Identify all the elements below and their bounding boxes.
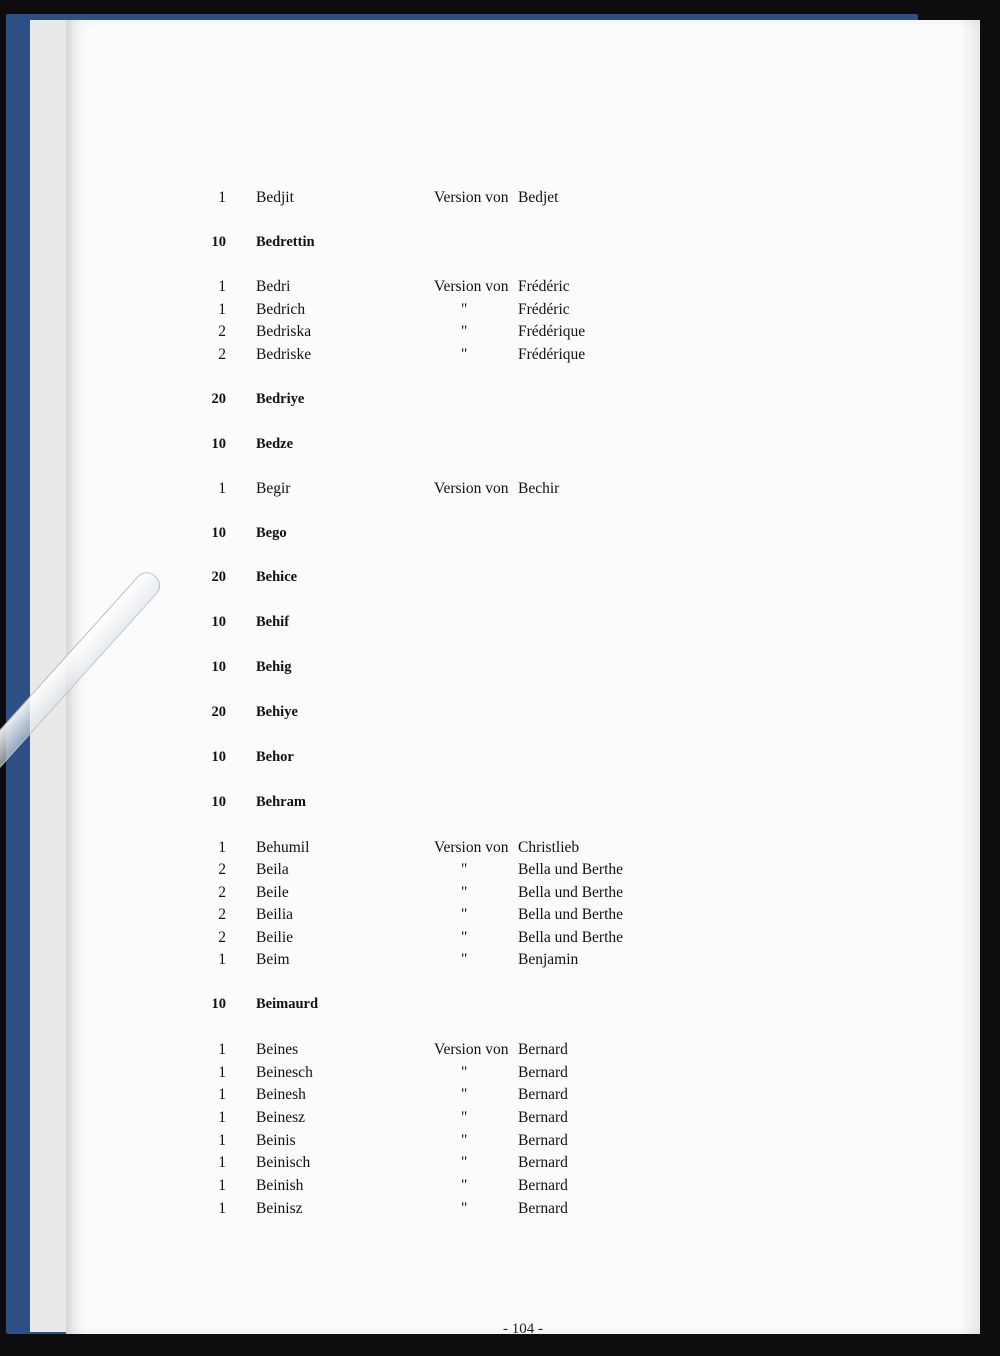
entry-ditto-mark: " <box>461 951 468 968</box>
entry-count: 1 <box>218 1132 226 1149</box>
list-item <box>0 525 914 547</box>
entry-target: Frédérique <box>518 346 586 363</box>
entry-name: Beinesh <box>256 1086 306 1103</box>
entry-name: Beilia <box>256 906 294 923</box>
entry-target: Bella und Berthe <box>518 861 624 878</box>
entry-target: Bernard <box>518 1064 568 1081</box>
list-item <box>0 884 914 906</box>
name-list <box>66 20 980 1334</box>
entry-name: Bedriye <box>256 391 305 407</box>
entry-count: 1 <box>218 951 226 968</box>
entry-name: Beinis <box>256 1132 296 1149</box>
entry-name: Bego <box>256 525 287 541</box>
entry-target: Bernard <box>518 1200 568 1217</box>
entry-target: Bella und Berthe <box>518 884 624 901</box>
entry-count: 10 <box>211 996 226 1012</box>
entry-target: Bernard <box>518 1041 568 1058</box>
entry-target: Bechir <box>518 480 560 497</box>
entry-name: Bedrich <box>256 301 306 318</box>
entry-name: Beinisch <box>256 1154 311 1171</box>
entry-count: 1 <box>218 1041 226 1058</box>
entry-ditto-mark: " <box>461 301 468 318</box>
list-item <box>0 323 914 345</box>
entry-count: 10 <box>211 234 226 250</box>
entry-name: Behram <box>256 794 306 810</box>
list-item <box>0 1177 914 1199</box>
entry-count: 10 <box>211 436 226 452</box>
list-item <box>0 1154 914 1176</box>
entry-count: 2 <box>218 906 226 923</box>
entry-ditto-mark: " <box>461 1154 468 1171</box>
entry-target: Bernard <box>518 1086 568 1103</box>
entry-count: 10 <box>211 794 226 810</box>
entry-relation: Version von <box>434 1041 509 1058</box>
entry-name: Beimaurd <box>256 996 319 1012</box>
entry-count: 2 <box>218 323 226 340</box>
entry-name: Behumil <box>256 839 310 856</box>
entry-count: 1 <box>218 1177 226 1194</box>
entry-relation: Version von <box>434 189 509 206</box>
entry-name: Behiye <box>256 704 298 720</box>
entry-name: Beines <box>256 1041 299 1058</box>
entry-target: Bella und Berthe <box>518 929 624 946</box>
list-item <box>0 301 914 323</box>
list-item <box>0 346 914 368</box>
entry-count: 1 <box>218 1154 226 1171</box>
entry-target: Bernard <box>518 1177 568 1194</box>
list-item <box>0 996 914 1018</box>
entry-name: Bedriske <box>256 346 312 363</box>
entry-name: Bedjit <box>256 189 294 206</box>
list-item <box>0 1132 914 1154</box>
entry-ditto-mark: " <box>461 1064 468 1081</box>
list-item <box>0 704 914 726</box>
list-item <box>0 480 914 502</box>
entry-name: Behor <box>256 749 294 765</box>
entry-count: 10 <box>211 614 226 630</box>
entry-name: Beinish <box>256 1177 304 1194</box>
list-item <box>0 234 914 256</box>
entry-count: 2 <box>218 861 226 878</box>
book-page <box>66 20 980 1337</box>
entry-target: Frédéric <box>518 278 570 295</box>
entry-name: Beinesz <box>256 1109 306 1126</box>
entry-count: 1 <box>218 839 226 856</box>
entry-target: Frédéric <box>518 301 570 318</box>
entry-target: Bella und Berthe <box>518 906 624 923</box>
entry-count: 1 <box>218 1064 226 1081</box>
entry-target: Christlieb <box>518 839 580 856</box>
entry-count: 1 <box>218 1086 226 1103</box>
entry-count: 10 <box>211 659 226 675</box>
entry-target: Bernard <box>518 1154 568 1171</box>
entry-ditto-mark: " <box>461 884 468 901</box>
entry-ditto-mark: " <box>461 1086 468 1103</box>
list-item <box>0 391 914 413</box>
entry-name: Behice <box>256 569 298 585</box>
entry-count: 2 <box>218 884 226 901</box>
list-item <box>0 906 914 928</box>
entry-name: Beilie <box>256 929 294 946</box>
entry-target: Bedjet <box>518 189 559 206</box>
entry-count: 1 <box>218 301 226 318</box>
entry-name: Beile <box>256 884 289 901</box>
entry-name: Bedri <box>256 278 291 295</box>
list-item <box>0 189 914 211</box>
entry-target: Frédérique <box>518 323 586 340</box>
entry-name: Bedriska <box>256 323 312 340</box>
entry-name: Bedze <box>256 436 294 452</box>
entry-count: 20 <box>211 704 226 720</box>
entry-ditto-mark: " <box>461 929 468 946</box>
entry-count: 20 <box>211 391 226 407</box>
entry-count: 2 <box>218 346 226 363</box>
list-item <box>0 1109 914 1131</box>
entry-name: Beim <box>256 951 290 968</box>
list-item <box>0 278 914 300</box>
entry-count: 2 <box>218 929 226 946</box>
list-item <box>0 1086 914 1108</box>
entry-ditto-mark: " <box>461 906 468 923</box>
entry-count: 10 <box>211 525 226 541</box>
page-number: - 104 - <box>503 1321 543 1337</box>
list-item <box>0 929 914 951</box>
entry-name: Behif <box>256 614 290 630</box>
entry-target: Bernard <box>518 1109 568 1126</box>
entry-ditto-mark: " <box>461 1109 468 1126</box>
entry-count: 1 <box>218 480 226 497</box>
list-item <box>0 1064 914 1086</box>
entry-count: 1 <box>218 1109 226 1126</box>
entry-count: 10 <box>211 749 226 765</box>
list-item <box>0 749 914 771</box>
entry-relation: Version von <box>434 480 509 497</box>
list-item <box>0 1041 914 1063</box>
entry-ditto-mark: " <box>461 1200 468 1217</box>
list-item <box>0 861 914 883</box>
entry-ditto-mark: " <box>461 323 468 340</box>
entry-ditto-mark: " <box>461 1132 468 1149</box>
list-item <box>0 1200 914 1222</box>
entry-name: Beila <box>256 861 289 878</box>
list-item <box>0 839 914 861</box>
entry-count: 20 <box>211 569 226 585</box>
entry-relation: Version von <box>434 839 509 856</box>
entry-name: Begir <box>256 480 291 497</box>
entry-name: Beinesch <box>256 1064 313 1081</box>
entry-count: 1 <box>218 189 226 206</box>
entry-name: Bedrettin <box>256 234 315 250</box>
entry-target: Benjamin <box>518 951 579 968</box>
list-item <box>0 951 914 973</box>
entry-name: Beinisz <box>256 1200 303 1217</box>
entry-count: 1 <box>218 1200 226 1217</box>
entry-target: Bernard <box>518 1132 568 1149</box>
entry-ditto-mark: " <box>461 1177 468 1194</box>
entry-name: Behig <box>256 659 292 675</box>
entry-count: 1 <box>218 278 226 295</box>
entry-ditto-mark: " <box>461 861 468 878</box>
list-item <box>0 659 914 681</box>
entry-ditto-mark: " <box>461 346 468 363</box>
list-item <box>0 436 914 458</box>
list-item <box>0 794 914 816</box>
list-item <box>0 614 914 636</box>
entry-relation: Version von <box>434 278 509 295</box>
